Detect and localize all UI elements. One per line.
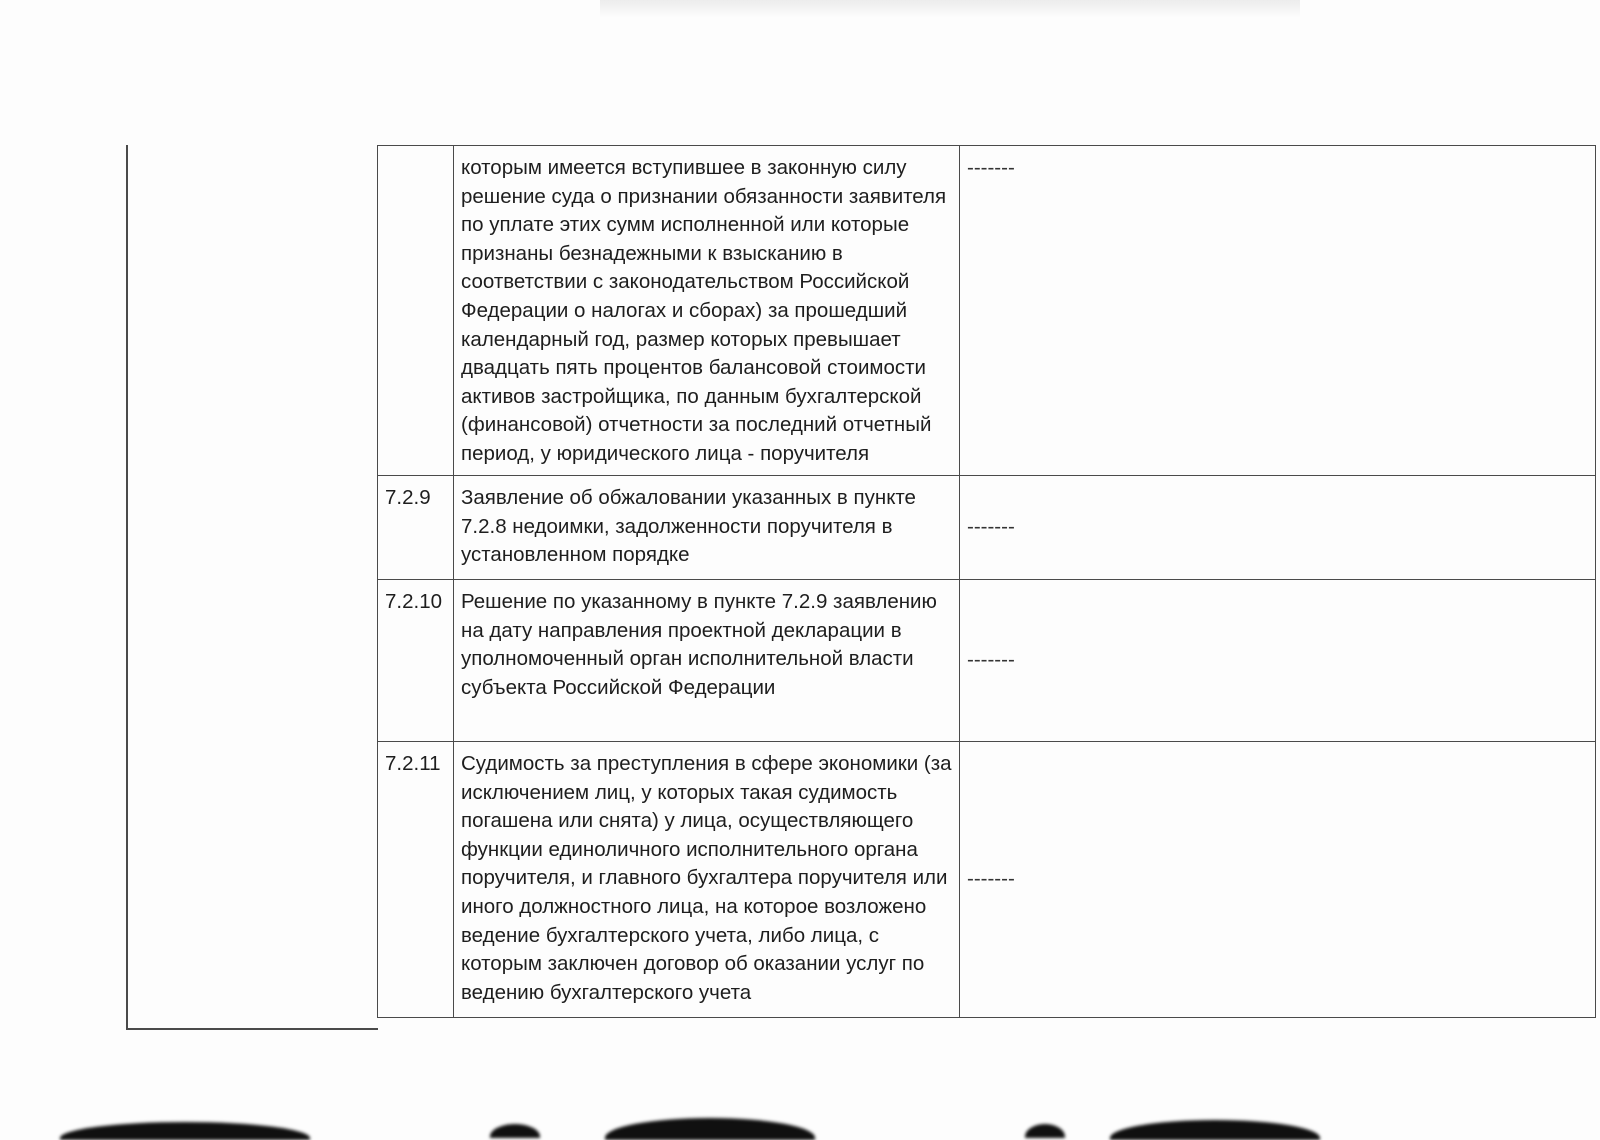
row-number: 7.2.10	[378, 580, 454, 742]
scan-smudge	[1110, 1120, 1320, 1140]
table-row	[378, 476, 1596, 580]
row-value	[960, 580, 1596, 742]
scan-smudge	[60, 1122, 310, 1140]
row-description: Заявление об обжаловании указанных в пункте 7.2.8 недоимки, задолженности поручителя в установленном порядке	[454, 476, 960, 580]
row-value	[960, 476, 1596, 580]
row-number	[378, 146, 454, 476]
table-row	[378, 146, 1596, 476]
row-number: 7.2.11	[378, 742, 454, 1018]
value-dashes: -------	[967, 515, 1015, 539]
table-row	[378, 742, 1596, 1018]
scan-shadow	[600, 0, 1300, 18]
row-description: Решение по указанному в пункте 7.2.9 заявлению на дату направления проектной декларации в уполномоченный орган исполнительной власти субъекта Российской Федерации	[454, 580, 960, 742]
scan-smudge	[1025, 1124, 1065, 1138]
scan-smudge	[490, 1124, 540, 1138]
requirements-table	[377, 145, 1596, 1018]
value-dashes: -------	[967, 648, 1015, 672]
table-outer-frame	[126, 145, 378, 1030]
row-description: которым имеется вступившее в законную силу решение суда о признании обязанности заявителя по уплате этих сумм исполненной или которые признаны безнадежными к взысканию в соответствии с законодательством Российской Федерации о налогах и сборах) за прошедший календарный год, размер которых превышает двадцать пять процентов балансовой стоимости активов застройщика, по данным бухгалтерской (финансовой) отчетности за последний отчетный период, у юридического лица - поручителя	[454, 146, 960, 476]
value-dashes: -------	[967, 867, 1015, 891]
row-number: 7.2.9	[378, 476, 454, 580]
row-description: Судимость за преступления в сфере экономики (за исключением лиц, у которых такая судимость погашена или снята) у лица, осуществляющего функции единоличного исполнительного органа поручителя, и главного бухгалтера поручителя или иного должностного лица, на которое возложено ведение бухгалтерского учета, либо лица, с которым заключен договор об оказании услуг по ведению бухгалтерского учета	[454, 742, 960, 1018]
table-row	[378, 580, 1596, 742]
row-value	[960, 146, 1596, 476]
value-dashes: -------	[967, 156, 1015, 179]
row-value	[960, 742, 1596, 1018]
